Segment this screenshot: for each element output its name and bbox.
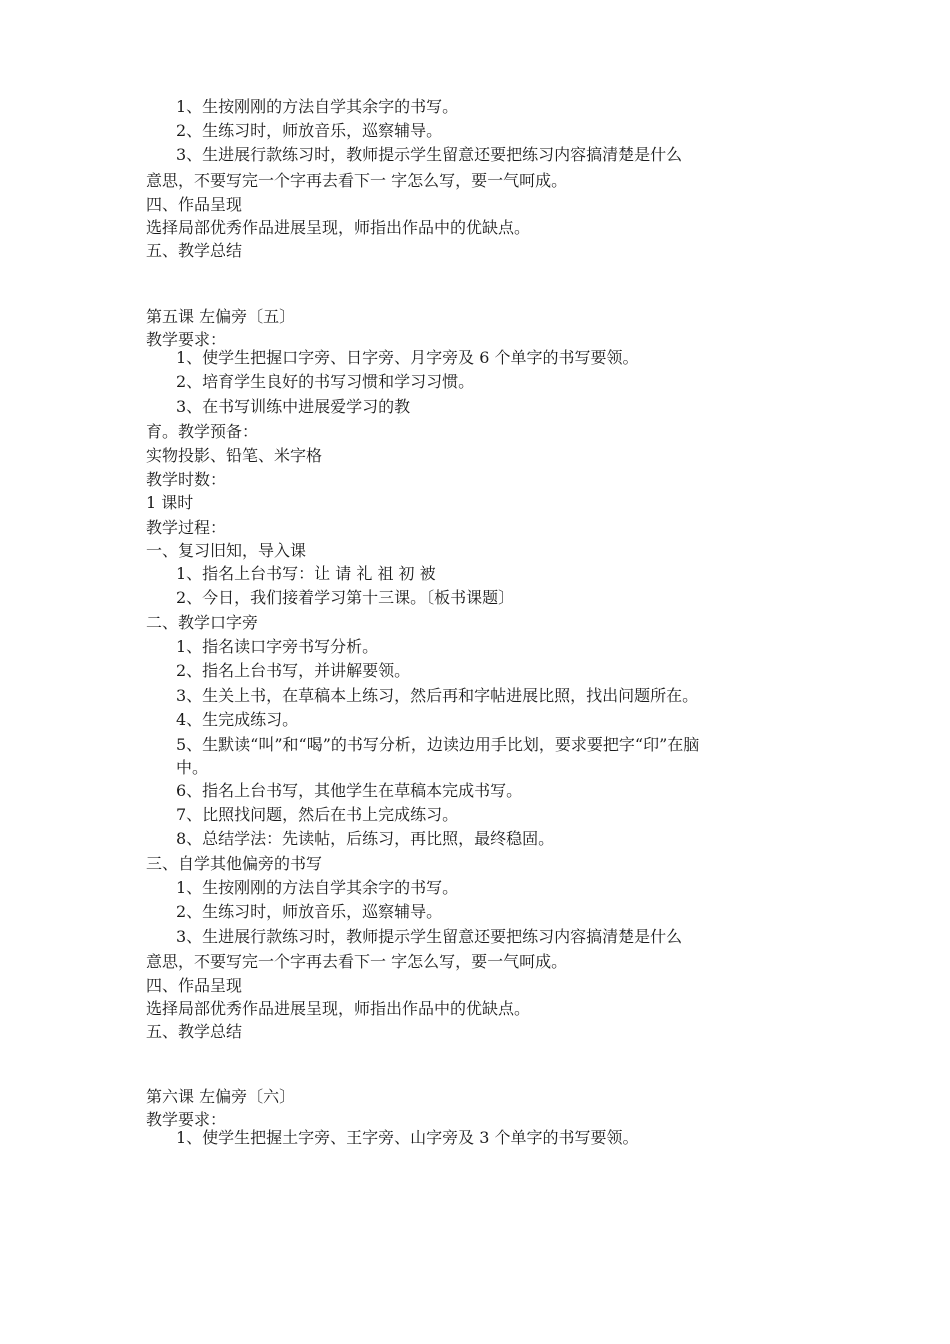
section-heading: 教学要求： bbox=[146, 330, 227, 349]
section-heading: 一、复习旧知，导入课 bbox=[146, 541, 307, 560]
text-line: 5、生默读“叫”和“喝”的书写分析，边读边用手比划，要求要把字“印”在脑 bbox=[176, 735, 700, 754]
text-line: 7、比照找问题，然后在书上完成练习。 bbox=[176, 805, 459, 824]
text-line: 2、指名上台书写，并讲解要领。 bbox=[176, 661, 411, 680]
lesson-title: 第五课 左偏旁〔五〕 bbox=[146, 307, 296, 326]
text-line: 1、生按刚刚的方法自学其余字的书写。 bbox=[176, 878, 459, 897]
text-line: 选择局部优秀作品进展呈现，师指出作品中的优缺点。 bbox=[146, 218, 531, 237]
text-line: 3、生进展行款练习时，教师提示学生留意还要把练习内容搞清楚是什么 bbox=[176, 145, 683, 164]
text-line: 3、在书写训练中进展爱学习的教 bbox=[176, 397, 411, 416]
text-line: 6、指名上台书写，其他学生在草稿本完成书写。 bbox=[176, 781, 523, 800]
text-line: 意思，不要写完一个字再去看下一 字怎么写，要一气呵成。 bbox=[146, 171, 568, 190]
section-heading: 三、自学其他偏旁的书写 bbox=[146, 854, 323, 873]
text-line: 1 课时 bbox=[146, 493, 194, 512]
text-line: 3、生关上书，在草稿本上练习，然后再和字帖进展比照，找出问题所在。 bbox=[176, 686, 699, 705]
text-line: 2、今日，我们接着学习第十三课。〔板书课题〕 bbox=[176, 588, 515, 607]
text-line: 2、培育学生良好的书写习惯和学习习惯。 bbox=[176, 372, 475, 391]
text-line: 1、使学生把握土字旁、王字旁、山字旁及 3 个单字的书写要领。 bbox=[176, 1128, 639, 1147]
text-line: 中。 bbox=[176, 758, 209, 777]
text-line: 4、生完成练习。 bbox=[176, 710, 299, 729]
text-line: 1、指名上台书写：让 请 礼 祖 初 被 bbox=[176, 564, 436, 583]
lesson-title: 第六课 左偏旁〔六〕 bbox=[146, 1087, 296, 1106]
text-line: 2、生练习时，师放音乐，巡察辅导。 bbox=[176, 902, 443, 921]
text-line: 育。教学预备： bbox=[146, 422, 259, 441]
section-heading: 教学过程： bbox=[146, 518, 227, 537]
section-heading: 教学要求： bbox=[146, 1110, 227, 1129]
section-heading: 五、教学总结 bbox=[146, 1022, 243, 1041]
section-heading: 四、作品呈现 bbox=[146, 976, 243, 995]
text-line: 8、总结学法：先读帖，后练习，再比照，最终稳固。 bbox=[176, 829, 555, 848]
section-heading: 五、教学总结 bbox=[146, 241, 243, 260]
text-line: 2、生练习时，师放音乐，巡察辅导。 bbox=[176, 121, 443, 140]
text-line: 意思，不要写完一个字再去看下一 字怎么写，要一气呵成。 bbox=[146, 952, 568, 971]
text-line: 1、生按刚刚的方法自学其余字的书写。 bbox=[176, 97, 459, 116]
text-line: 选择局部优秀作品进展呈现，师指出作品中的优缺点。 bbox=[146, 999, 531, 1018]
section-heading: 教学时数： bbox=[146, 470, 227, 489]
text-line: 1、使学生把握口字旁、日字旁、月字旁及 6 个单字的书写要领。 bbox=[176, 348, 639, 367]
section-heading: 二、教学口字旁 bbox=[146, 613, 259, 632]
text-line: 实物投影、铅笔、米字格 bbox=[146, 446, 323, 465]
text-line: 1、指名读口字旁书写分析。 bbox=[176, 637, 379, 656]
section-heading: 四、作品呈现 bbox=[146, 195, 243, 214]
text-line: 3、生进展行款练习时，教师提示学生留意还要把练习内容搞清楚是什么 bbox=[176, 927, 683, 946]
